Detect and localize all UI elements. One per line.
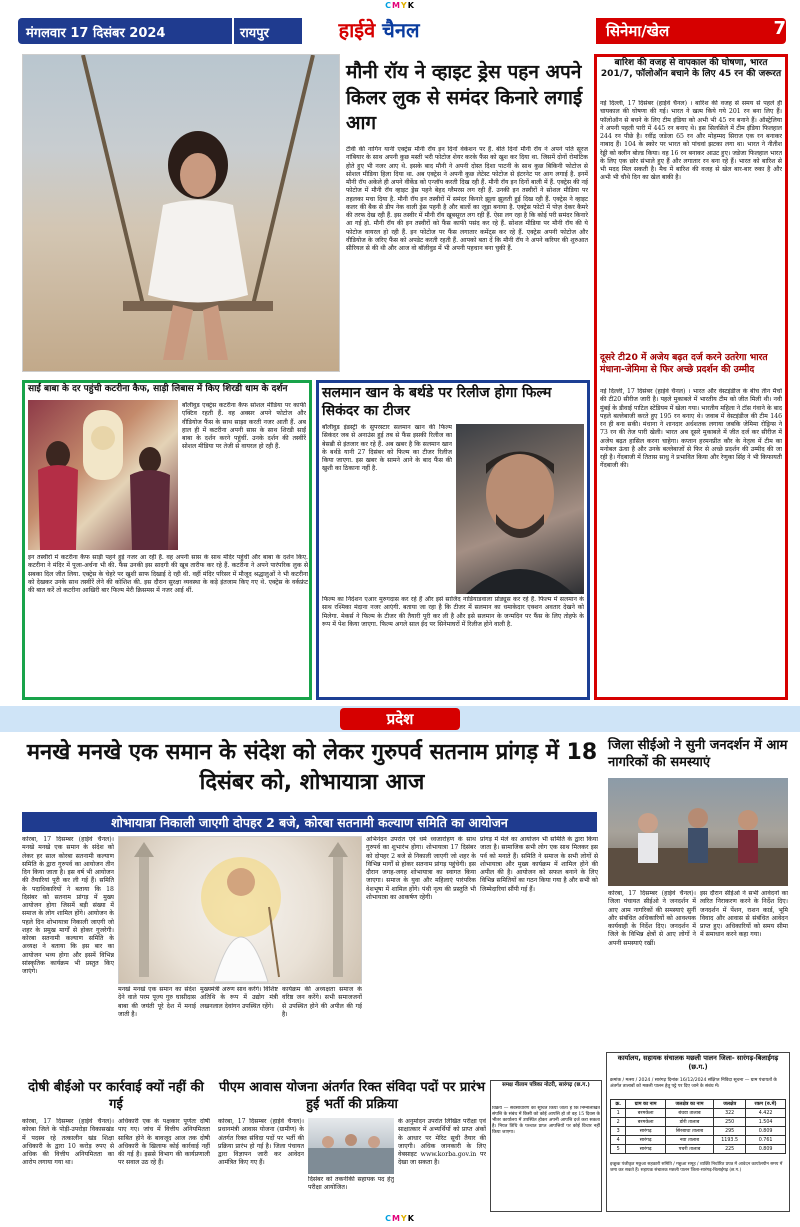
table-header-cell: रकम (रु.में) bbox=[746, 1100, 786, 1109]
table-header-cell: जलक्षेत्र का नाम bbox=[665, 1100, 713, 1109]
salman-story-body-2: फिल्म का निर्देशन एआर मुरुगदास कर रहे हैं और इसे साजिद नाडियाडवाला प्रोड्यूस कर रहे हैं. फिल्म में सलमान के साथ रश्मिका मंदाना नजर आएंगी. बताया जा रहा है कि टीजर में सलमान का धमाकेदार एक्शन अवतार देखने को मिलेगा. मेकर्स ने फिल्म के टीजर की तैयारी पूरी कर ली है और इसे सलमान के जन्मदिन पर फैंस के लिए तोहफे के रूप में पेश किया जाएगा. फिल्म अगले साल ईद पर सिनेमाघरों में रिलीज होने वाली है. bbox=[322, 596, 584, 628]
table-header-cell: ग्राम का नाम bbox=[626, 1100, 665, 1109]
t20-story-body: नई दिल्ली, 17 दिसंबर (हाईवे चैनल) । भारत और वेस्टइंडीज के बीच तीन मैचों की टी20 सीरीज जारी है। पहले मुकाबले में भारतीय टीम को जीत मिली थी। नवी मुंबई के डीवाई पाटिल स्टेडियम में खेला गया। भारतीय महिला ने टॉस गंवाने के बाद पहले बल्लेबाजी करते हुए 195 रन बनाए थे। जवाब में वेस्टइंडीज की टीम 146 रन ही बना सकी। मंधाना ने शानदार अर्धशतक लगाया जबकि जेमिमा रोड्रिग्स ने 73 रन की तेज पारी खेली। भारत अब दूसरे मुकाबले में जीत दर्ज कर सीरीज में अजेय बढ़त हासिल करना चाहेगा। कप्तान हरमनप्रीत कौर के नेतृत्व में टीम का मनोबल ऊंचा है और उनके बल्लेबाजों से फिर से अच्छे प्रदर्शन की उम्मीद की जा रही है। गेंदबाजी में तितास साधु ने प्रभावित किया और रेणुका सिंह ने भी किफायती गेंदबाजी की। bbox=[600, 388, 782, 470]
pmay-story-body-3: के अनुमोदन उपरांत लिखित परीक्षा एवं साक्षात्कार में अभ्यर्थियों को प्राप्त अंकों के आधार पर मेरिट सूची तैयार की जाएगी। अधिक जानकारी के लिए वेबसाइट www.korba.gov.in पर देखा जा सकता है। bbox=[398, 1118, 486, 1167]
t20-headline: दूसरे टी20 में अजेय बढ़त दर्ज करने उतरेगा भारत मंधाना-जेमिमा से फिर अच्छे प्रदर्शन की उम्मीद bbox=[600, 352, 768, 375]
katrina-story-body-2: इन तस्वीरों में कटरीना कैफ साड़ी पहने हुई नजर आ रही हैं. वह अपनी सास के साथ मंदिर पहुंचीं और बाबा के दर्शन किए. कटरीना ने मंदिर में पूजा-अर्चना भी की. फैंस उनकी इस सादगी की खूब तारीफ कर रहे हैं. कटरीना ने अपने पारंपरिक लुक से सबका दिल जीत लिया. एक्ट्रेस के चेहरे पर खुशी साफ दिखाई दे रही थी. वहीं मंदिर परिसर में मौजूद श्रद्धालुओं ने भी कटरीना को देखकर उनके साथ तस्वीरें लेने की कोशिश की. इस दौरान सुरक्षा व्यवस्था के कड़े इंतजाम किए गए थे. एक्ट्रेस के वर्कफ्रंट की बात करें तो कटरीना आखिरी बार फिल्म मेरी क्रिसमस में नजर आई थीं. bbox=[28, 554, 308, 594]
fisheries-notice-title: कार्यालय, सहायक संचालक मछली पालन जिला- सारंगढ़-बिलाईगढ़ (छ.ग.) bbox=[617, 1054, 779, 1071]
table-header-row bbox=[611, 1100, 786, 1109]
table-cell: सारंगढ़ bbox=[626, 1127, 665, 1136]
table-cell: सिरबाधा तालाब bbox=[665, 1127, 713, 1136]
fisheries-notice-footer: इच्छुक पंजीकृत मछुआ सहकारी समिति / मछुआ समूह / व्यक्ति निर्धारित प्रपत्र में आवेदन कार्यालयीन समय में जमा कर सकते हैं। सहायक संचालक मछली पालन जिला-सारंगढ़-बिलाईगढ़ (छ.ग.) bbox=[610, 1162, 783, 1173]
pmay-photo-illustration bbox=[308, 1118, 394, 1174]
bdo-headline: दोषी बीईओ पर कार्रवाई क्यों नहीं की गई bbox=[28, 1080, 204, 1112]
logo-part2: चैनल bbox=[382, 18, 420, 42]
table-cell: 0.761 bbox=[746, 1136, 786, 1145]
table-cell: 3 bbox=[611, 1127, 626, 1136]
cricket-story-body: नई दिल्ली, 17 दिसंबर (हाईवे चैनल) । बारिश की वजह से समय से पहले ही चायकाल की घोषणा की गई। भारत ने खत्म किये गये 201 रन बना लिए हैं। फॉलोऑन से बचने के लिए टीम इंडिया को अभी भी 45 रन बनाने हैं। ऑस्ट्रेलिया ने अपनी पहली पारी में 445 रन बनाए थे। इस सिलसिले में टीम इंडिया फिलहाल 244 रन पीछे है। रवींद्र जडेजा 65 रन और मोहम्मद सिराज एक रन बनाकर नाबाद हैं। 104 के स्कोर पर भारत को पांचवां झटका लगा था। भारत ने नीतीश रेड्डी को क्लीन बोल्ड किया। वह 16 रन बनाकर आउट हुए। जडेजा फिलहाल भारत के लिए एक छोर संभाले हुए हैं और लगातार रन बना रहे हैं। भारत को बारिश से भी मदद मिल सकती है। मैच में बारिश की वजह से खेल बार-बार रुका है और अभी भी चौथे दिन का खेल बाकी है। bbox=[600, 100, 782, 182]
guru-story-body-6: प्रांगड़ में मेले का आयोजन भी समिति के द्वारा किया जाता है। सामाजिक सभी लोग एक साथ मिलकर इस पर्व को मनाते हैं। समिति ने समाज के सभी लोगों से शोभायात्रा और मुख्य कार्यक्रम में शामिल होने की अपील की है। आयोजन को सफल बनाने के लिए विभिन्न समितियों का गठन किया गया है और सभी को जिम्मेदारियां सौंपी गई हैं। bbox=[480, 836, 598, 893]
legal-notice-title: समक्ष नीलाम पत्रिका नोटरी, सारंगढ़ (छ.ग.) bbox=[502, 1082, 590, 1088]
collector-story-body-2: इस दौरान सीईओ ने सभी आवेदनों का त्वरित निराकरण करने के निर्देश दिए। जनदर्शन में पेंशन, राशन कार्ड, भूमि विवाद और आवास से संबंधित आवेदन प्राप्त हुए। अधिकारियों को समय सीमा में समाधान करने कहा गया। bbox=[700, 890, 788, 939]
table-header-cell: क्र. bbox=[611, 1100, 626, 1109]
table-cell: 2 bbox=[611, 1118, 626, 1127]
table-cell: सारंगढ़ bbox=[626, 1145, 665, 1154]
page-number: 7 bbox=[773, 18, 786, 39]
cmyk-marks-bottom: CMYK bbox=[385, 1214, 415, 1223]
table-cell: डोरी तालाब bbox=[665, 1118, 713, 1127]
table-row bbox=[611, 1109, 786, 1118]
collector-story-body-1: कोरबा, 17 दिसम्बर (हाईवे चैनल)। जिला पंचायत सीईओ ने जनदर्शन में आए आम नागरिकों की समस्याएं सुनीं और संबंधित अधिकारियों को आवश्यक कार्यवाही के निर्देश दिए। जनदर्शन में जिले के विभिन्न क्षेत्रों से आए लोगों ने अपनी समस्याएं रखीं। bbox=[608, 890, 696, 947]
logo-part1: हाईवे bbox=[338, 18, 376, 42]
guru-story-body-3: मुख्यमंत्री अरुण साव करेंगे। विशिष्ट अतिथि के रूप में उद्योग मंत्री लखनलाल देवांगन उपस्थित रहेंगे। bbox=[200, 986, 278, 1010]
collector-photo-illustration bbox=[608, 778, 788, 886]
table-cell: 322 bbox=[714, 1109, 746, 1118]
table-cell: बरमकेला bbox=[626, 1118, 665, 1127]
mouni-headline: मौनी रॉय ने व्हाइट ड्रेस पहन अपने किलर लुक से समंदर किनारे लगाई आग bbox=[346, 61, 583, 135]
legal-notice-body: विक्रय — सर्वसाधारण को सूचित किया जाता है कि निम्नलिखित संपत्ति के संबंध में किसी को कोई आपत्ति हो तो वह 15 दिवस के भीतर कार्यालय में उपस्थित होकर अपनी आपत्ति दर्ज करा सकता है। नियत तिथि के पश्चात प्राप्त आपत्तियों पर कोई विचार नहीं किया जाएगा। bbox=[492, 1106, 600, 1135]
table-cell: सारंगढ़ bbox=[626, 1136, 665, 1145]
katrina-headline: साईं बाबा के दर पहुंची कटरीना कैफ, साड़ी लिबास में किए शिरडी धाम के दर्शन bbox=[28, 384, 288, 394]
edition-city: रायपुर bbox=[232, 18, 302, 44]
pmay-photo bbox=[308, 1118, 394, 1174]
mouni-photo bbox=[22, 54, 340, 372]
table-cell: 225 bbox=[714, 1145, 746, 1154]
salman-headline: सलमान खान के बर्थडे पर रिलीज होगा फिल्म सिकंदर का टीजर bbox=[322, 385, 552, 420]
table-row bbox=[611, 1136, 786, 1145]
guru-story-body-2: मनखे मनखे एक समान का संदेश देने वाले परम पूज्य गुरु घासीदास बाबा की जयंती पूरे देश में मनाई जाती है। bbox=[118, 986, 196, 1018]
katrina-photo bbox=[28, 400, 178, 550]
pmay-story-body-1: कोरबा, 17 दिसम्बर (हाईवे चैनल)। प्रधानमंत्री आवास योजना (ग्रामीण) के अंतर्गत रिक्त संविदा पदों पर भर्ती की प्रक्रिया प्रारंभ हो गई है। जिला पंचायत द्वारा विज्ञापन जारी कर आवेदन आमंत्रित किए गए हैं। bbox=[218, 1118, 304, 1167]
guru-story-body-1: कोरबा, 17 दिसम्बर (हाईवे चैनल)। मनखे मनखे एक समान के संदेश को लेकर हर साल कोरबा सतनामी कल्याण समिति के द्वारा गुरुपर्व का आयोजन तीन दिन किया जाता है। इस वर्ष भी आयोजन की तैयारियां पूरी कर ली गई हैं। समिति के पदाधिकारियों ने बताया कि 18 दिसंबर को सतनाम प्रांगड़ में मुख्य आयोजन होगा जिसमें बड़ी संख्या में समाज के लोग शामिल होंगे। आयोजन के पहले दिन शोभायात्रा निकाली जाएगी जो शहर के प्रमुख मार्गों से होकर गुजरेगी। कोरबा सतनामी कल्याण समिति के अध्यक्ष ने बताया कि इस बार का आयोजन भव्य होगा और इसमें विभिन्न सांस्कृतिक कार्यक्रम भी प्रस्तुत किए जाएंगे। bbox=[22, 836, 114, 975]
table-row bbox=[611, 1127, 786, 1136]
table-cell: 250 bbox=[714, 1118, 746, 1127]
table-cell: 295 bbox=[714, 1127, 746, 1136]
table-cell: नवा तालाब bbox=[665, 1136, 713, 1145]
guru-subheadline: शोभायात्रा निकाली जाएगी दोपहर 2 बजे, कोरबा सतनामी कल्याण समिति का आयोजन bbox=[22, 812, 597, 832]
pmay-headline: पीएम आवास योजना अंतर्गत रिक्त संविदा पदों पर प्रारंभ हुई भर्ती की प्रक्रिया bbox=[218, 1080, 486, 1112]
guru-ghasidas-photo bbox=[118, 836, 362, 984]
issue-date: मंगलवार 17 दिसंबर 2024 bbox=[18, 18, 238, 44]
table-cell: 4.422 bbox=[746, 1109, 786, 1118]
table-cell: पचरी तालाब bbox=[665, 1145, 713, 1154]
salman-photo bbox=[456, 424, 584, 594]
salman-story-body-1: बॉलीवुड इंडस्ट्री के सुपरस्टार सलमान खान की फिल्म सिकंदर जब से अनाउंस हुई तब से फैंस इसकी रिलीज का बेसब्री से इंतजार कर रहे हैं. अब खबर है कि सलमान खान के बर्थडे यानी 27 दिसंबर को फिल्म का टीजर रिलीज किया जाएगा. इस खबर के सामने आने के बाद फैंस की खुशी का ठिकाना नहीं है. bbox=[322, 424, 452, 473]
mouni-photo-illustration bbox=[23, 55, 340, 372]
salman-photo-illustration bbox=[456, 424, 584, 594]
collector-headline: जिला सीईओ ने सुनी जनदर्शन में आम नागरिकों की समस्याएं bbox=[608, 738, 788, 770]
katrina-story-body-1: बॉलीवुड एक्ट्रेस कटरीना कैफ सोशल मीडिया पर काफी एक्टिव रहती हैं. वह अक्सर अपने फोटोज और वीडियोज फैंस के साथ साझा करती नजर आती हैं. अब हाल ही में कटरीना अपनी सास के साथ शिरडी साईं बाबा के दर्शन करने पहुंचीं. उनके दर्शन की तस्वीरें सोशल मीडिया पर तेजी से वायरल हो रही हैं. bbox=[182, 402, 306, 451]
guru-story-body-5: अभिनंदन उपरांत एवं धर्म ध्वजारोहण के साथ गुरुपर्व का शुभारंभ होगा। शोभायात्रा 17 दिसंबर को दोपहर 2 बजे से निकाली जाएगी जो शहर के विभिन्न मार्गों से होकर सतनाम प्रांगड़ पहुंचेगी। इस दौरान जगह-जगह शोभायात्रा का स्वागत किया जाएगा। समाज के युवा और महिलाएं पारंपरिक वेशभूषा में शामिल होंगे। पंथी नृत्य की प्रस्तुति भी शोभायात्रा का आकर्षण रहेगी। bbox=[366, 836, 476, 901]
table-cell: 1.504 bbox=[746, 1118, 786, 1127]
guru-headline: मनखे मनखे एक समान के संदेश को लेकर गुरुपर्व सतनाम प्रांगड़ में 18 दिसंबर को, शोभायात्रा आज bbox=[26, 740, 598, 795]
fisheries-notice-body: क्रमांक / मत्स्य / 2024 / सारंगढ़ दिनांक 16/12/2024 संक्षिप्त निविदा सूचना — ग्राम पंचायतों के अंतर्गत तालाबों को मछली पालन हेतु पट्टे पर दिए जाने के संबंध में। bbox=[610, 1078, 777, 1089]
table-row bbox=[611, 1145, 786, 1154]
newspaper-logo bbox=[304, 16, 454, 46]
guru-photo-illustration bbox=[119, 837, 363, 985]
mouni-story-body: टीवी की नागिन यानी एक्ट्रेस मौनी रॉय इन दिनों वेकेशन पर हैं. बीते दिनों मौनी रॉय ने अपने पति सूरज नांबियार के साथ अपनी कुछ मस्ती भरी फोटोज शेयर करके फैंस को खुश कर दिया था. जिसमें दोनों रोमांटिक होते हुए भी नजर आए थे. इसके बाद मौनी ने अपनी दोस्त दिशा पाटनी के साथ कुछ बिकिनी फोटोज से सोशल मीडिया हिला दिया था. अब एक्ट्रेस ने अपनी कुछ लेटेस्ट फोटोज से इंटरनेट पर आग लगाई है. इनमें मौनी रॉय अकेले ही अपने वीकेंड को एन्जॉय करती दिख रही हैं. मौनी रॉय इन दिनों बाली में हैं. एक्ट्रेस की नई फोटोज में मौनी रॉय व्हाइट ड्रेस पहने बेहद ग्लैमरस लग रही हैं. उनकी इन तस्वीरों ने सोशल मीडिया पर तहलका मचा दिया है. मौनी रॉय इन तस्वीरों में समंदर किनारे झूला झूलती हुई दिख रही हैं. एक्ट्रेस ने व्हाइट कलर की बैक से डीप नेक वाली ड्रेस पहनी है और बालों का जूड़ा बनाया है. एक्ट्रेस फोटो में पोज़ देकर कैमरे की तरफ देख रही हैं. इस तस्वीर में मौनी रॉय खूबसूरत लग रही हैं. ऐसा लग रहा है कि कोई परी समंदर किनारे आ गई हो. मौनी रॉय की इन तस्वीरों को फैंस काफी पसंद कर रहे हैं. सोशल मीडिया पर मौनी रॉय की ये फोटोज वायरल हो रही हैं. इन फोटोज पर फैंस लगातार कमेंट्स कर रहे हैं. एक्ट्रेस अपनी फोटोज और वीडियोज के जरिए फैंस को अपडेट करती रहती हैं. आपको बता दें कि मौनी रॉय ने अपने करियर की शुरुआत सीरियल से की थी और आज वो बॉलीवुड में भी अपनी पहचान बना चुकी हैं. bbox=[346, 146, 588, 252]
table-cell: 5 bbox=[611, 1145, 626, 1154]
table-cell: 1 bbox=[611, 1109, 626, 1118]
pmay-story-body-2: दिसंबर को तकनीकी सहायक पद हेतु परीक्षा आयोजित। bbox=[308, 1176, 394, 1192]
bdo-story-body-1: कोरबा, 17 दिसम्बर (हाईवे चैनल)। कोरबा जिले के पोड़ी-उपरोड़ा विकासखंड में पदस्थ रहे तत्कालीन खंड शिक्षा अधिकारी के द्वारा 10 करोड़ रुपए से अधिक की वित्तीय अनियमितता का आरोप लगाया गया था। bbox=[22, 1118, 114, 1167]
fisheries-notice-table bbox=[610, 1099, 786, 1154]
table-cell: 0.809 bbox=[746, 1127, 786, 1136]
collector-photo bbox=[608, 778, 788, 886]
pradesh-section-label: प्रदेश bbox=[340, 708, 460, 730]
table-cell: बंधवा तालाब bbox=[665, 1109, 713, 1118]
bdo-story-body-2: अधिकारी एक के पक्षकार पूर्णतः दोषी पाए गए। जांच में वित्तीय अनियमितता साबित होने के बावजूद आज तक दोषी अधिकारी के खिलाफ कोई कार्रवाई नहीं की गई है। इससे विभाग की कार्यप्रणाली पर सवाल उठ रहे हैं। bbox=[118, 1118, 210, 1167]
cmyk-marks-top: CMYK bbox=[385, 1, 415, 10]
table-cell: 0.809 bbox=[746, 1145, 786, 1154]
table-cell: 1193.5 bbox=[714, 1136, 746, 1145]
table-cell: बरमकेला bbox=[626, 1109, 665, 1118]
table-cell: 4 bbox=[611, 1136, 626, 1145]
guru-story-body-4: कार्यक्रम की अध्यक्षता समाज के वरिष्ठ जन करेंगे। सभी समाजजनों से उपस्थित होने की अपील की गई है। bbox=[282, 986, 362, 1018]
table-row bbox=[611, 1118, 786, 1127]
katrina-photo-illustration bbox=[28, 400, 178, 550]
table-header-cell: जलक्षेत्र bbox=[714, 1100, 746, 1109]
cricket-headline: बारिश की वजह से वापकाल की घोषणा, भारत 201/7, फॉलोऑन बचाने के लिए 45 रन की जरूरत bbox=[600, 58, 782, 80]
section-name: सिनेमा/खेल bbox=[596, 18, 786, 44]
